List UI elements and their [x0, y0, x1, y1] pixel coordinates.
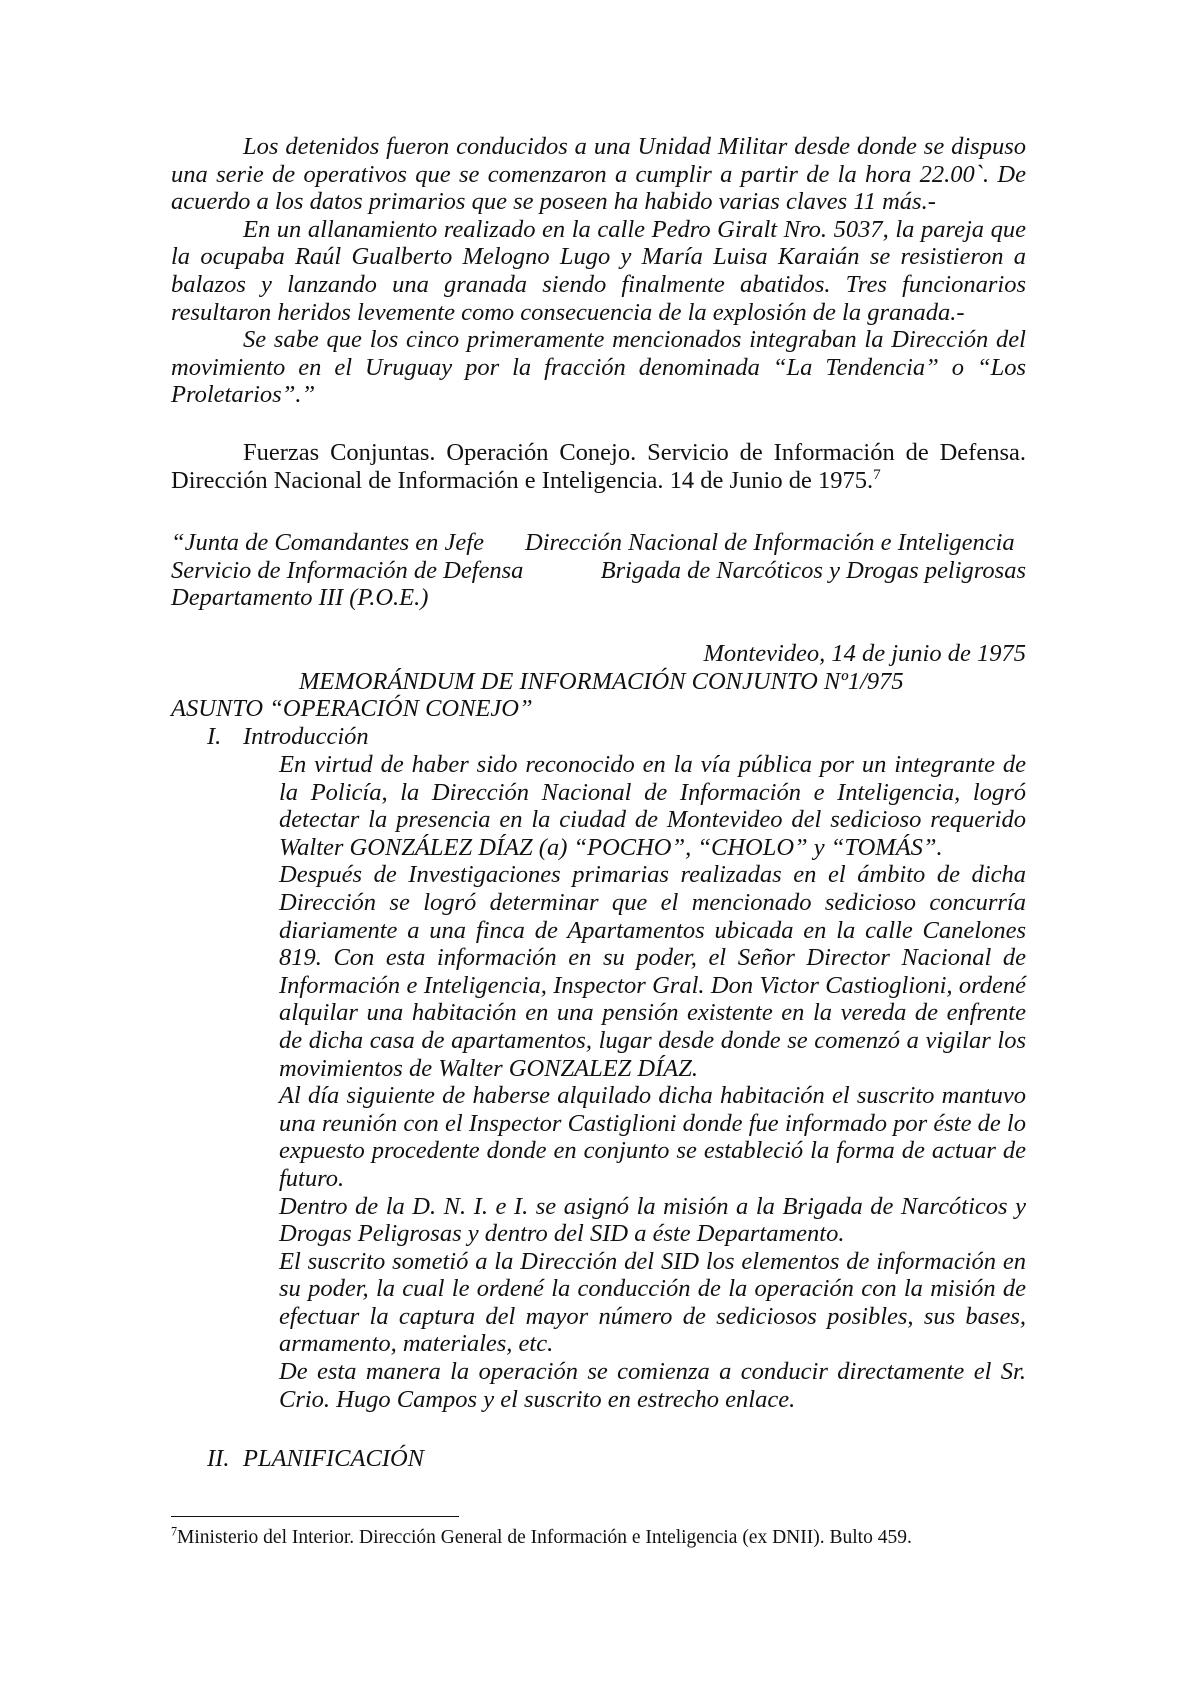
intro-paragraph: El suscrito sometió a la Dirección del SID los elementos de información en su poder, la cual le ordené la conducción de la operación con la misión de efectuar la captura del mayor número de sediciosos posibles, sus bases, armamento, materiales, etc. — [279, 1247, 1026, 1358]
intro-paragraph: Después de Investigaciones primarias realizadas en el ámbito de dicha Dirección se logró determinar que el mencionado sedicioso concurría diariamente a una finca de Apartamentos ubicada en la calle Canelones 819. Con esta información en su poder, el Señor Director Nacional de Información e Inteligencia, Inspector Gral. Don Victor Castioglioni, ordené alquilar una habitación en una pensión existente en la vereda de enfrente de dicha casa de apartamentos, lugar desde donde se comenzó a vigilar los movimientos de Walter GONZALEZ DÍAZ. — [279, 861, 1026, 1082]
letterhead-left-3: Departamento III (P.O.E.) — [171, 584, 429, 612]
section-number: I. — [207, 722, 222, 750]
section-number: II. — [207, 1445, 230, 1472]
footnote-number: 7 — [171, 1524, 178, 1539]
intro-paragraph: Al día siguiente de haberse alquilado dicha habitación el suscrito mantuvo una reunión con el Inspector Castiglioni donde fue informado por éste de lo expuesto procedente donde en conjunto se estableció la forma de actuar de futuro. — [279, 1082, 1026, 1192]
memo-subject: ASUNTO “OPERACIÓN CONEJO” — [171, 695, 533, 723]
footnote-divider — [171, 1516, 459, 1517]
citation-text: Fuerzas Conjuntas. Operación Conejo. Servicio de Información de Defensa. Dirección Nacional de Información e Inteligencia. 14 de Junio de 1975. — [171, 439, 1026, 494]
source-citation — [171, 439, 1026, 494]
report-paragraph: En un allanamiento realizado en la calle Pedro Giralt Nro. 5037, la pareja que la ocupaba Raúl Gualberto Melogno Lugo y María Luisa Karaián se resistieron a balazos y lanzando una granada siendo finalmente abatidos. Tres funcionarios resultaron heridos levemente como consecuencia de la explosión de la granada.- — [171, 215, 1026, 326]
section-title: Introducción — [243, 722, 369, 750]
memo-letterhead — [171, 529, 1026, 612]
section-heading-introduccion — [171, 723, 1026, 751]
letterhead-right-1: Dirección Nacional de Información e Inteligencia — [525, 529, 1015, 556]
footnote — [171, 1526, 912, 1550]
section-introduccion-body — [171, 751, 1026, 1413]
report-paragraph: Se sabe que los cinco primeramente mencionados integraban la Dirección del movimiento en el Uruguay por la fracción denominada “La Tendencia” o “Los Proletarios”.” — [171, 326, 1026, 409]
footnote-text: Ministerio del Interior. Dirección General de Información e Inteligencia (ex DNII). Bulto 459. — [177, 1527, 912, 1548]
letterhead-right-2: Brigada de Narcóticos y Drogas peligrosas — [600, 556, 1026, 584]
quoted-report — [171, 133, 1026, 409]
memo-date: Montevideo, 14 de junio de 1975 — [703, 640, 1026, 667]
letterhead-left-1: “Junta de Comandantes en Jefe — [171, 529, 484, 556]
section-heading-planificacion — [171, 1445, 1026, 1473]
intro-paragraph: De esta manera la operación se comienza a conducir directamente el Sr. Crio. Hugo Campos y el suscrito en estrecho enlace. — [279, 1358, 1026, 1413]
report-paragraph: Los detenidos fueron conducidos a una Unidad Militar desde donde se dispuso una serie de operativos que se comenzaron a cumplir a partir de la hora 22.00`. De acuerdo a los datos primarios que se poseen ha habido varias claves 11 más.- — [171, 133, 1026, 216]
memo-title: MEMORÁNDUM DE INFORMACIÓN CONJUNTO Nº1/975 — [299, 667, 904, 695]
footnote-reference: 7 — [873, 465, 881, 483]
intro-paragraph: En virtud de haber sido reconocido en la vía pública por un integrante de la Policía, la Dirección Nacional de Información e Inteligencia, logró detectar la presencia en la ciudad de Montevideo del sedicioso requerido Walter GONZÁLEZ DÍAZ (a) “POCHO”, “CHOLO” y “TOMÁS”. — [279, 751, 1026, 861]
intro-paragraph: Dentro de la D. N. I. e I. se asignó la misión a la Brigada de Narcóticos y Drogas Peligrosas y dentro del SID a éste Departamento. — [279, 1192, 1026, 1248]
memo-header — [171, 640, 1026, 750]
section-title: PLANIFICACIÓN — [243, 1445, 425, 1472]
letterhead-left-2: Servicio de Información de Defensa — [171, 556, 524, 584]
